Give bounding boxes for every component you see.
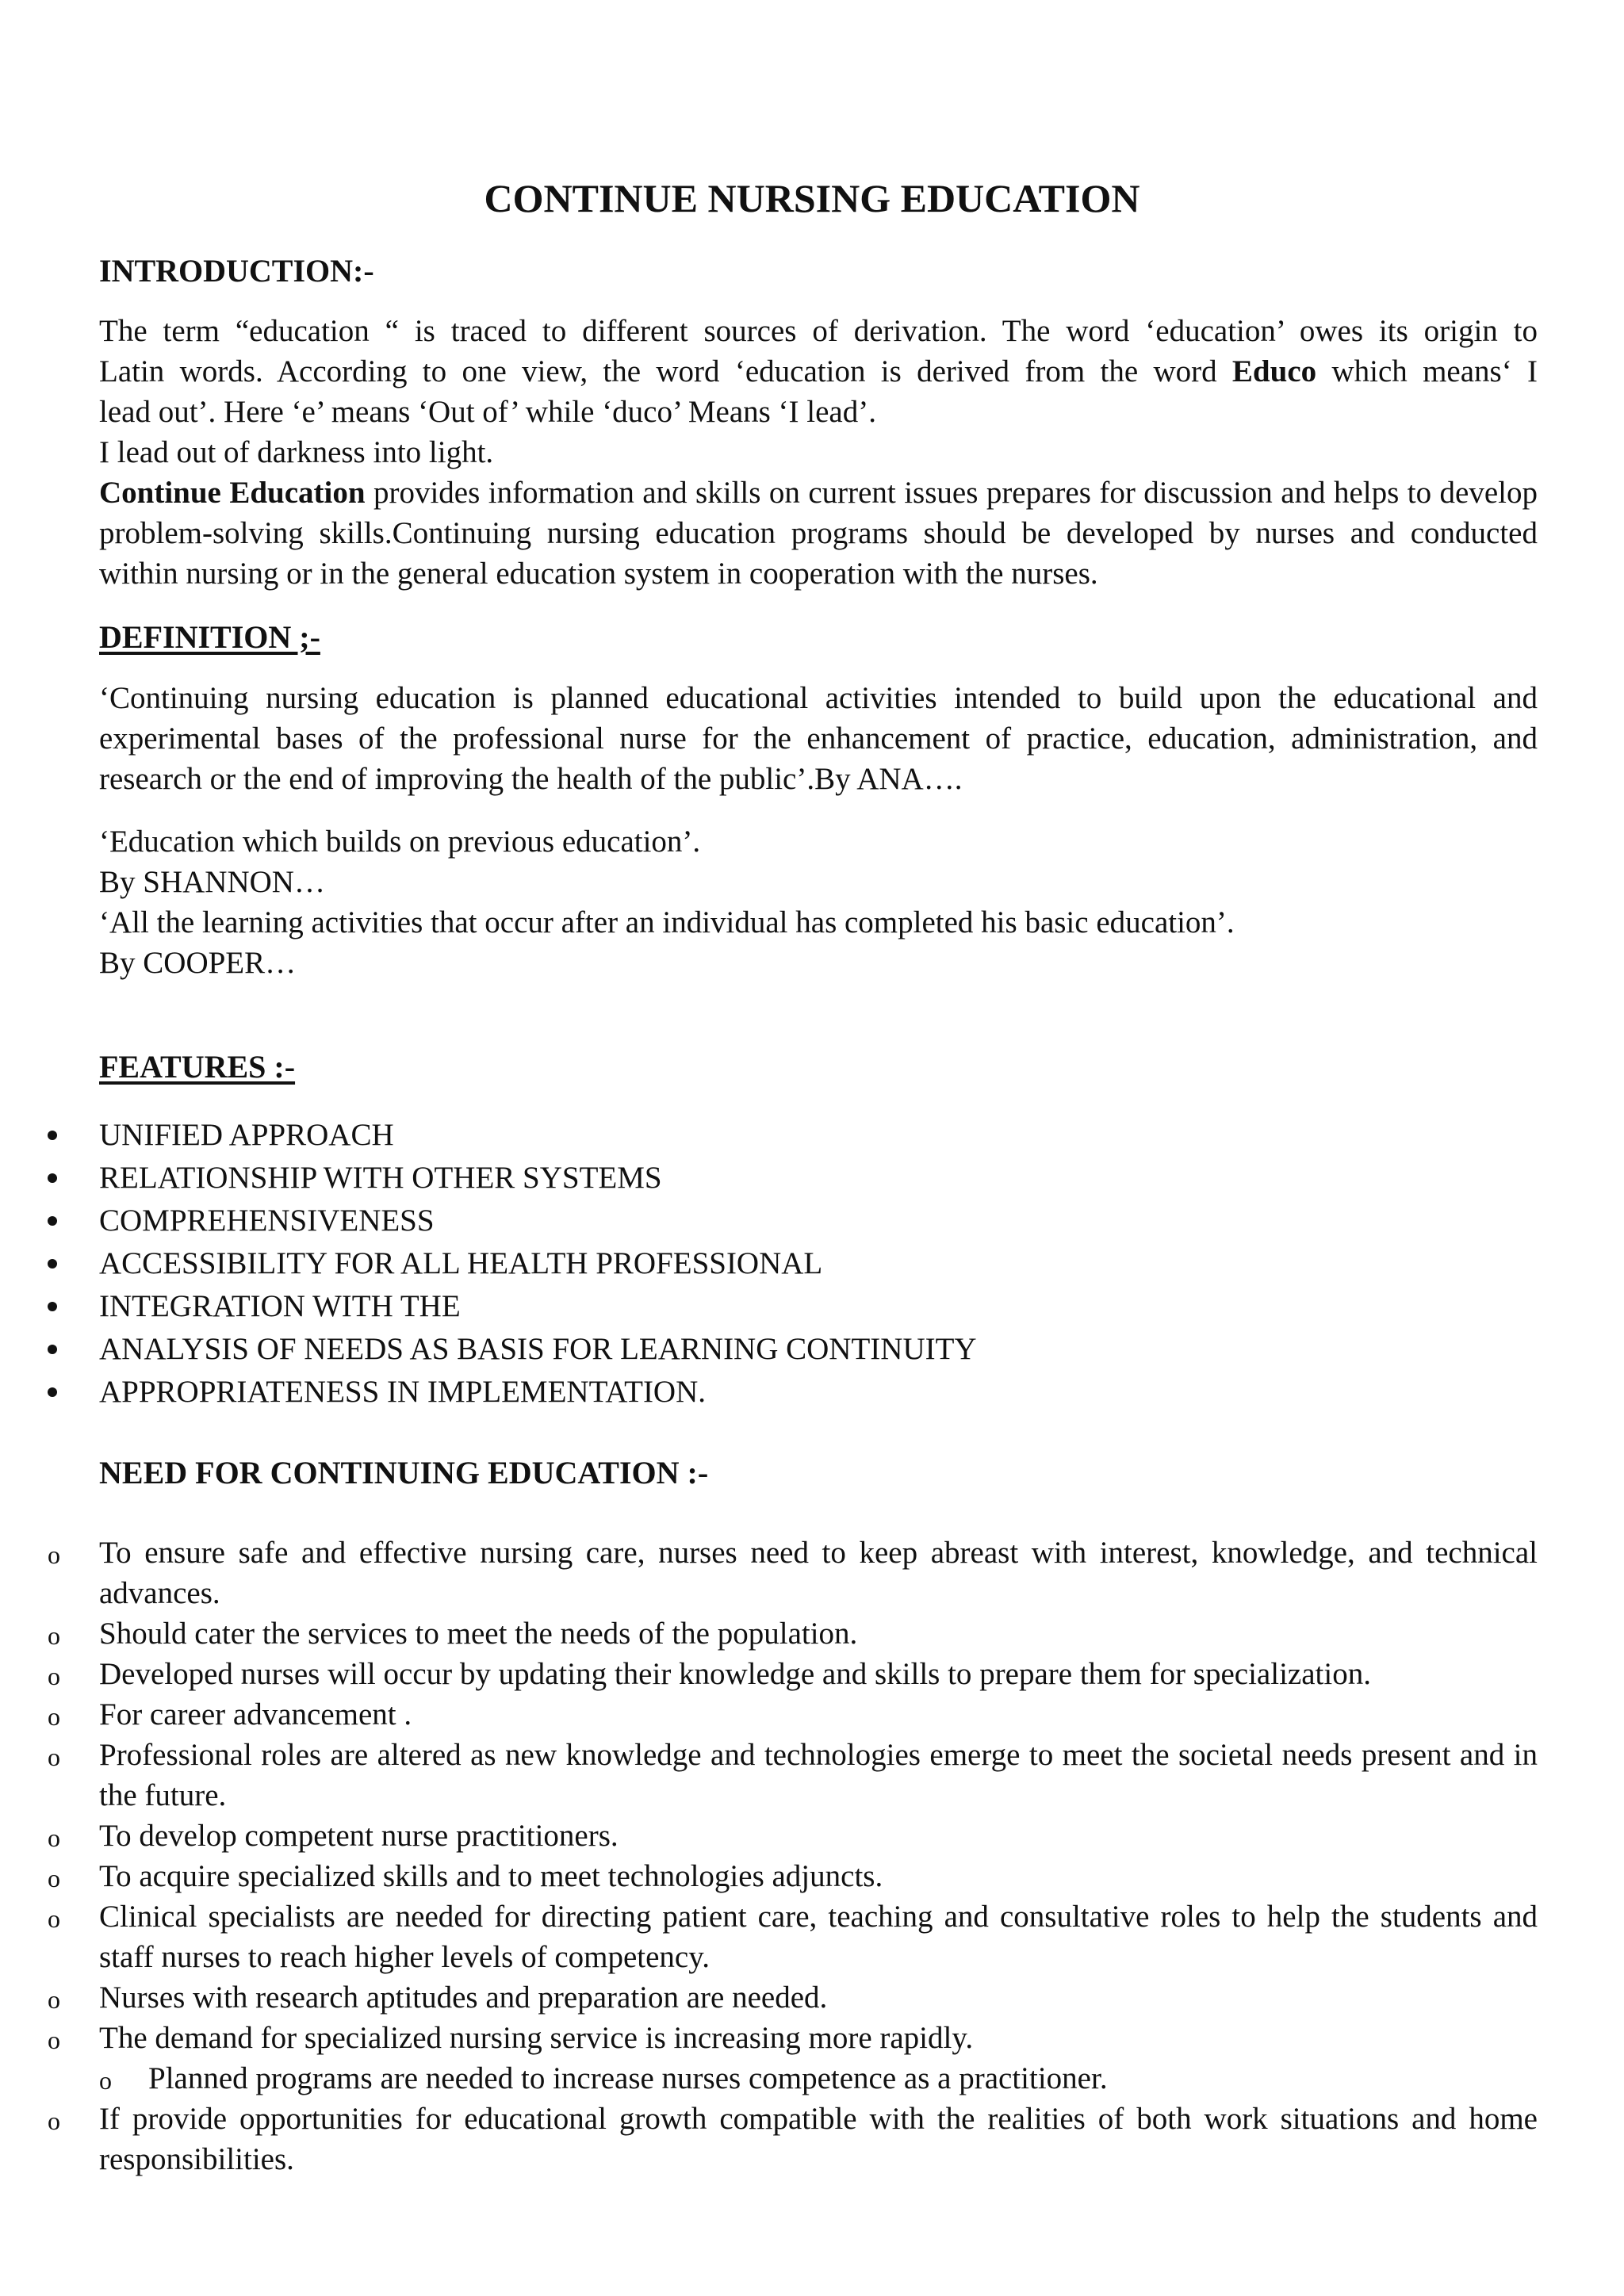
list-item: APPROPRIATENESS IN IMPLEMENTATION.: [0, 1371, 977, 1414]
list-item: COMPREHENSIVENESS: [0, 1200, 977, 1242]
bullet-icon: [48, 1345, 57, 1354]
list-item: ACCESSIBILITY FOR ALL HEALTH PROFESSIONAL: [0, 1242, 977, 1285]
educo-term: Educo: [1231, 354, 1317, 388]
bullet-icon: [48, 1216, 57, 1226]
intro-paragraph-2-text: provides information and skills on current issues prepares for discussion and helps to develop problem-solving skills.Continuing nursing education programs should be developed by nurses and conducted within nursing or in the general education system in cooperation with the nurses.: [99, 476, 1538, 591]
bullet-icon: [48, 1131, 57, 1140]
list-item-nested: o Planned programs are needed to increase nurses competence as a practitioner.: [0, 2058, 1538, 2099]
intro-line-1: The term “education “ is traced to different sources of derivation. The word ‘education’ owes its origin to: [99, 314, 1538, 348]
list-item: o To develop competent nurse practitioners.: [0, 1816, 1538, 1856]
bullet-icon: [48, 1173, 57, 1183]
bullet-icon: [48, 1387, 57, 1397]
features-list: [0, 1114, 977, 1414]
intro-line-4: I lead out of darkness into light.: [99, 435, 494, 469]
features-heading: FEATURES :-: [99, 1049, 296, 1085]
list-item: ANALYSIS OF NEEDS AS BASIS FOR LEARNING CONTINUITY: [0, 1328, 977, 1371]
circle-bullet-icon: o: [48, 1540, 60, 1569]
definition-shannon-author: By SHANNON…: [99, 865, 325, 899]
page-title: CONTINUE NURSING EDUCATION: [484, 176, 1140, 220]
circle-bullet-icon: o: [48, 2026, 60, 2054]
circle-bullet-icon: o: [48, 1662, 60, 1690]
definition-others: [99, 821, 1538, 983]
introduction-paragraph-1: [99, 311, 1538, 473]
bullet-icon: [48, 1259, 57, 1269]
definition-shannon-quote: ‘Education which builds on previous education’.: [99, 825, 701, 859]
need-heading: NEED FOR CONTINUING EDUCATION :-: [99, 1455, 709, 1490]
list-item: UNIFIED APPROACH: [0, 1114, 977, 1157]
intro-line-2-start: Latin words. According to one view, the word ‘education is derived from the word: [99, 354, 1232, 388]
list-item: o For career advancement .: [0, 1694, 1538, 1735]
continue-education-term: Continue Education: [99, 476, 366, 510]
list-item: o Professional roles are altered as new knowledge and technologies emerge to meet the societal needs present and in the future.: [0, 1735, 1538, 1816]
list-item: o To acquire specialized skills and to meet technologies adjuncts.: [0, 1856, 1538, 1896]
circle-bullet-icon: o: [48, 2107, 60, 2135]
list-item: o Nurses with research aptitudes and preparation are needed.: [0, 1977, 1538, 2018]
circle-bullet-icon: o: [48, 1702, 60, 1731]
intro-line-2-end: which means‘ I: [1316, 354, 1538, 388]
need-list: [0, 1533, 1538, 2179]
circle-bullet-icon: o: [48, 1743, 60, 1771]
list-item: INTEGRATION WITH THE: [0, 1285, 977, 1328]
circle-bullet-icon: o: [99, 2066, 112, 2095]
circle-bullet-icon: o: [48, 1621, 60, 1650]
intro-line-3: lead out’. Here ‘e’ means ‘Out of’ while ‘duco’ Means ‘I lead’.: [99, 395, 876, 429]
introduction-paragraph-2: [99, 473, 1538, 594]
circle-bullet-icon: o: [48, 1823, 60, 1852]
list-item: o Developed nurses will occur by updating their knowledge and skills to prepare them for specialization.: [0, 1654, 1538, 1694]
circle-bullet-icon: o: [48, 1864, 60, 1892]
circle-bullet-icon: o: [48, 1904, 60, 1933]
list-item: o If provide opportunities for educational growth compatible with the realities of both work situations and home responsibilities.: [0, 2099, 1538, 2179]
list-item: o Clinical specialists are needed for directing patient care, teaching and consultative roles to help the students and staff nurses to reach higher levels of competency.: [0, 1896, 1538, 1977]
bullet-icon: [48, 1302, 57, 1311]
list-item: o To ensure safe and effective nursing care, nurses need to keep abreast with interest, knowledge, and technical advances.: [0, 1533, 1538, 1613]
intro-line-2: [99, 351, 1538, 392]
circle-bullet-icon: o: [48, 1985, 60, 2014]
definition-cooper-quote: ‘All the learning activities that occur after an individual has completed his basic education’.: [99, 905, 1235, 939]
introduction-heading: INTRODUCTION:-: [99, 253, 374, 289]
list-item: o Should cater the services to meet the needs of the population.: [0, 1613, 1538, 1654]
definition-cooper-author: By COOPER…: [99, 946, 297, 980]
definition-heading: DEFINITION ;-: [99, 619, 320, 655]
definition-ana: ‘Continuing nursing education is planned educational activities intended to build upon the educational and experimental bases of the professional nurse for the enhancement of practice, education, administration, and research or the end of improving the health of the public’.By ANA….: [99, 681, 1538, 796]
list-item: o The demand for specialized nursing service is increasing more rapidly.: [0, 2018, 1538, 2058]
list-item: RELATIONSHIP WITH OTHER SYSTEMS: [0, 1157, 977, 1200]
